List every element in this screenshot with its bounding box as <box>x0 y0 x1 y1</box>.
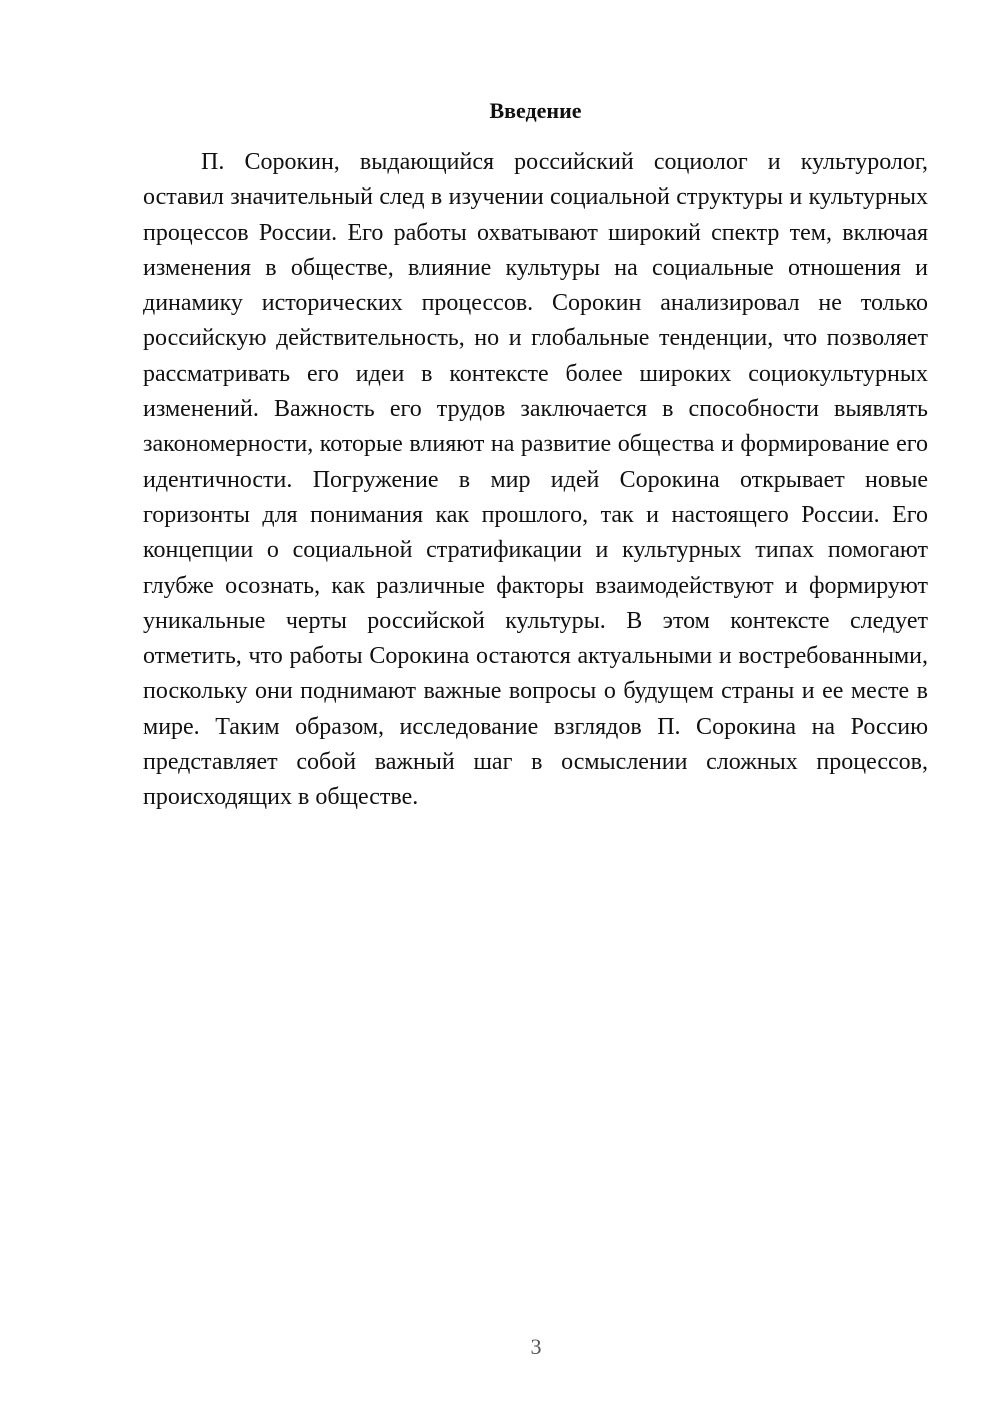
page-title: Введение <box>489 98 582 123</box>
body-paragraph: П. Сорокин, выдающийся российский социолог и культуролог, оставил значительный след в изучении социальной структуры и культурных процессов России. Его работы охватывают широкий спектр тем, включая изменения в обществе, влияние культуры на социальные отношения и динамику исторических процессов. Сорокин анализировал не только российскую действительность, но и глобальные тенденции, что позволяет рассматривать его идеи в контексте более широких социокультурных изменений. Важность его трудов заключается в способности выявлять закономерности, которые влияют на развитие общества и формирование его идентичности. Погружение в мир идей Сорокина открывает новые горизонты для понимания как прошлого, так и настоящего России. Его концепции о социальной стратификации и культурных типах помогают глубже осознать, как различные факторы взаимодействуют и формируют уникальные черты российской культуры. В этом контексте следует отметить, что работы Сорокина остаются актуальными и востребованными, поскольку они поднимают важные вопросы о будущем страны и ее месте в мире. Таким образом, исследование взглядов П. Сорокина на Россию представляет собой важный шаг в осмыслении сложных процессов, происходящих в обществе. <box>143 149 928 811</box>
page-number: 3 <box>530 1334 542 1359</box>
